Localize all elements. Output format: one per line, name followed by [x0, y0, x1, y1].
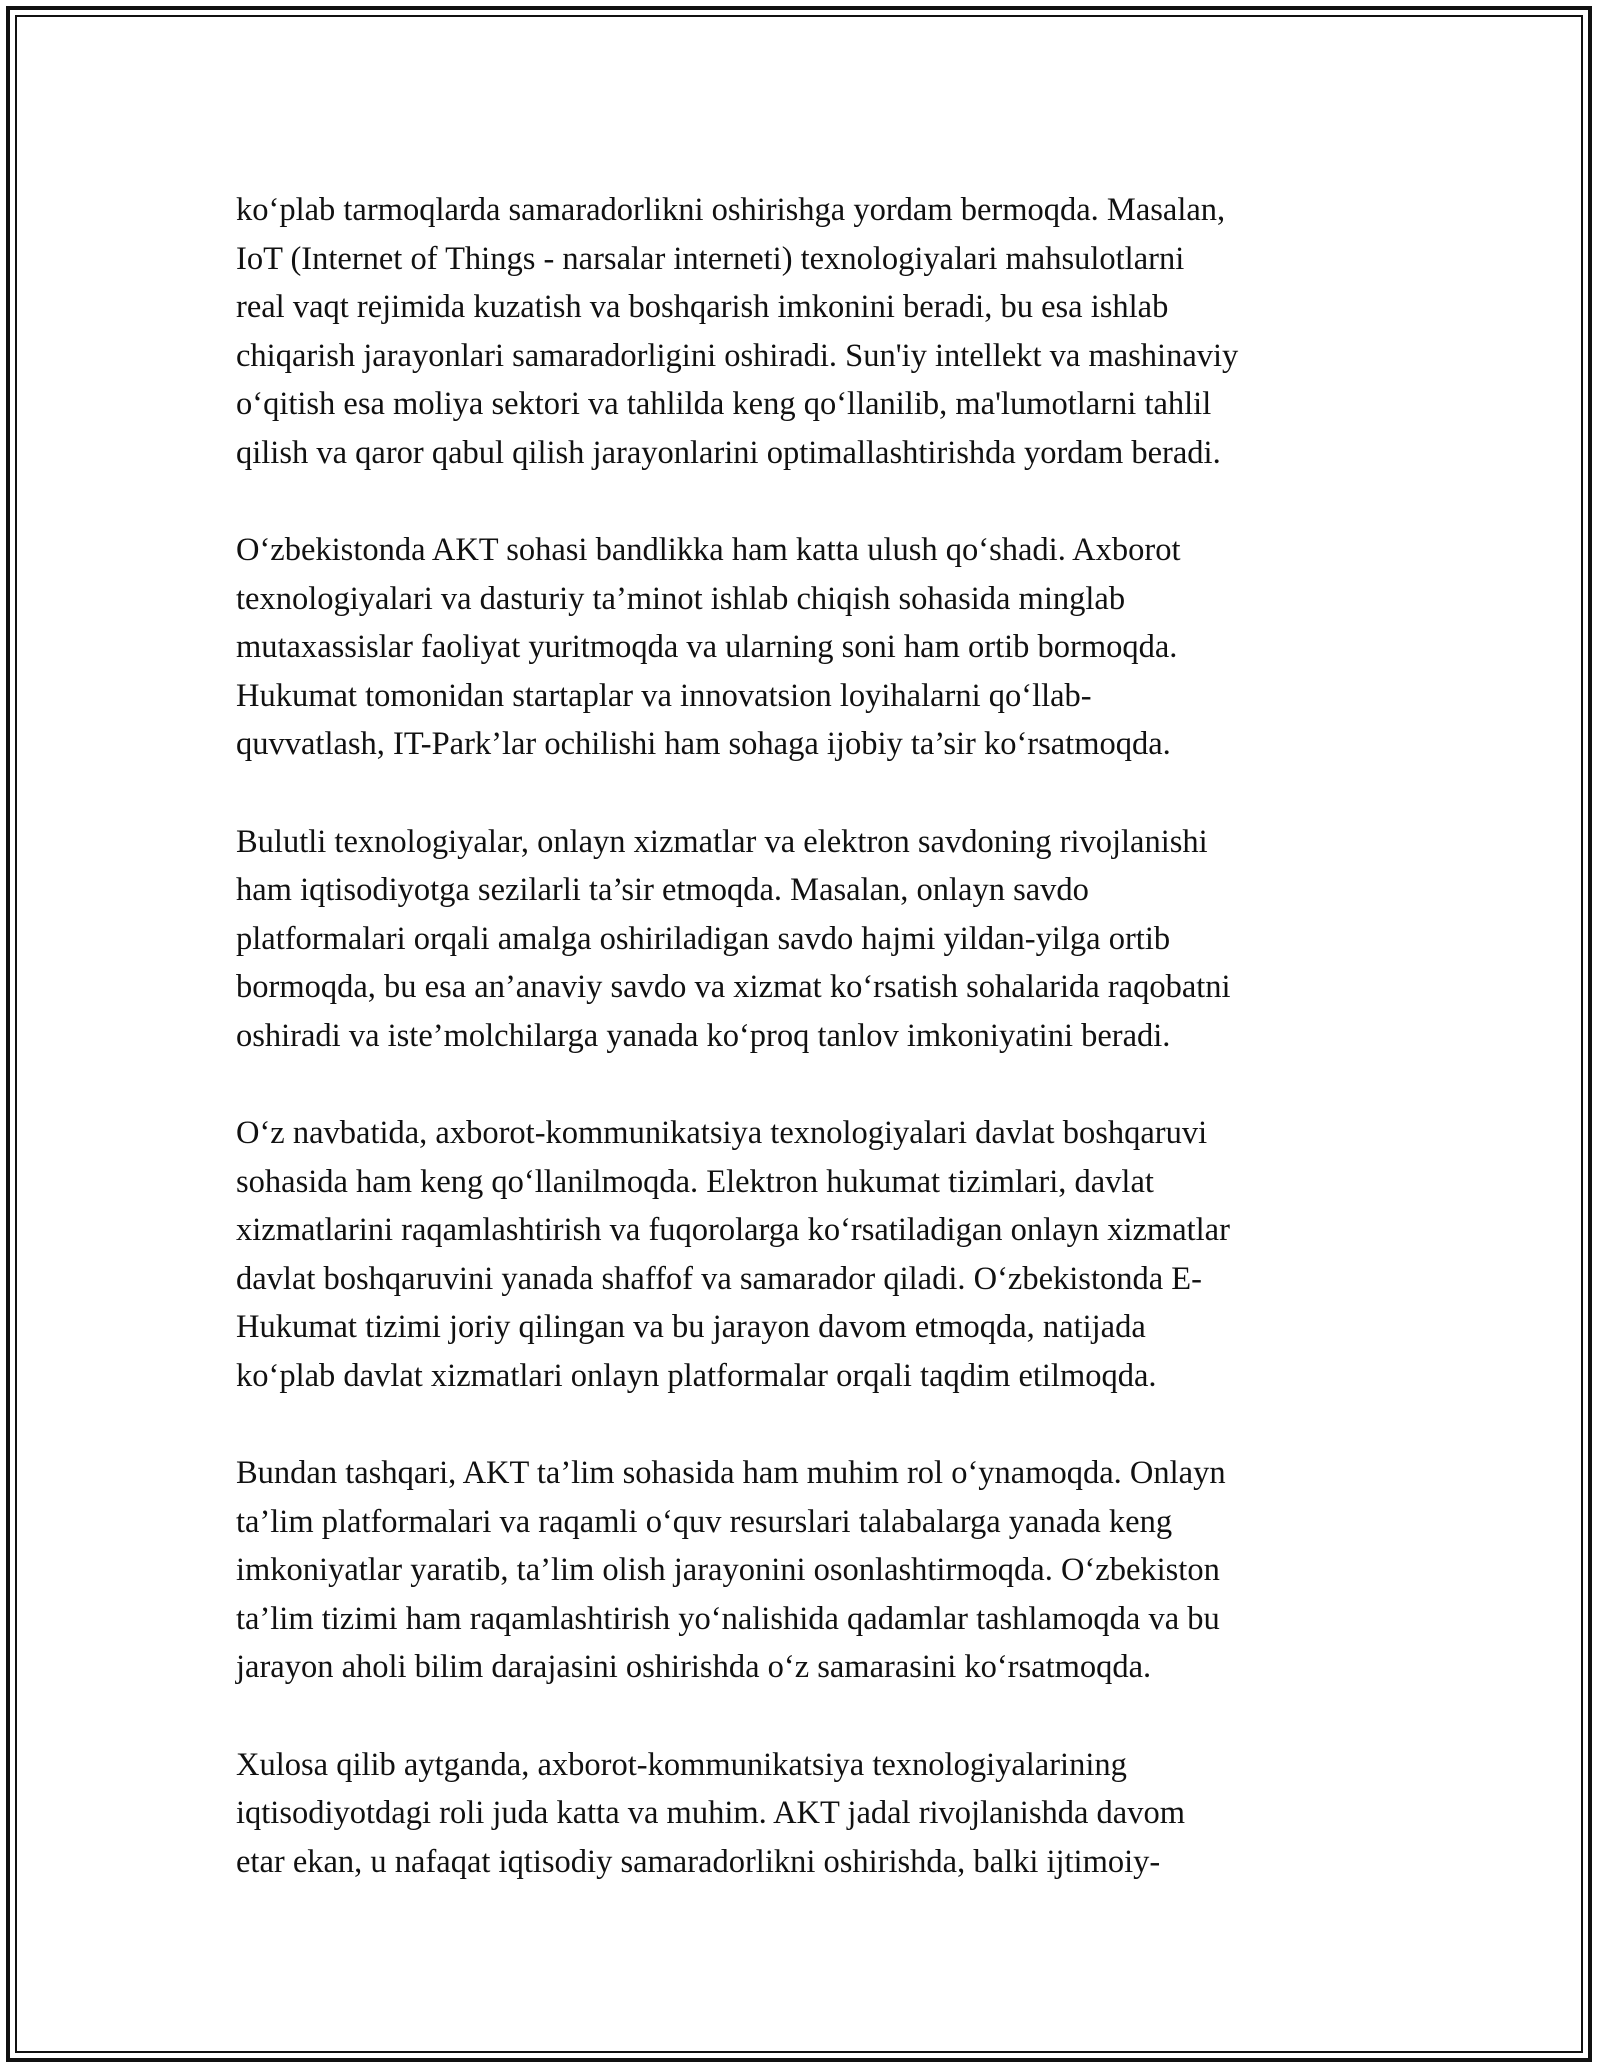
text-line: imkoniyatlar yaratib, ta’lim olish jarayonini osonlashtirmoqda. O‘zbekiston	[236, 1552, 1220, 1588]
text-line: O‘z navbatida, axborot-kommunikatsiya texnologiyalari davlat boshqaruvi	[236, 1115, 1208, 1151]
text-line: ham iqtisodiyotga sezilarli ta’sir etmoqda. Masalan, onlayn savdo	[236, 872, 1089, 908]
text-line: Bundan tashqari, AKT ta’lim sohasida ham muhim rol o‘ynamoqda. Onlayn	[236, 1455, 1226, 1491]
text-line: jarayon aholi bilim darajasini oshirishda o‘z samarasini ko‘rsatmoqda.	[236, 1649, 1152, 1685]
text-line: IoT (Internet of Things - narsalar interneti) texnologiyalari mahsulotlarni	[236, 240, 1185, 277]
text-line: xizmatlarini raqamlashtirish va fuqorolarga ko‘rsatiladigan onlayn xizmatlar	[236, 1212, 1230, 1248]
paragraph-5	[236, 1449, 1366, 1692]
text-line: o‘qitish esa moliya sektori va tahlilda keng qo‘llanilib, ma'lumotlarni tahlil	[236, 386, 1212, 422]
text-line: chiqarish jarayonlari samaradorligini oshiradi. Sun'iy intellekt va mashinaviy	[236, 337, 1239, 374]
paragraph-4	[236, 1109, 1366, 1400]
text-line: Xulosa qilib aytganda, axborot-kommunikatsiya texnologiyalarining	[236, 1746, 1127, 1783]
text-line: mutaxassislar faoliyat yuritmoqda va ularning soni ham ortib bormoqda.	[236, 629, 1178, 665]
text-line: bormoqda, bu esa an’anaviy savdo va xizmat ko‘rsatish sohalarida raqobatni	[236, 969, 1231, 1005]
text-line: Hukumat tizimi joriy qilingan va bu jarayon davom etmoqda, natijada	[236, 1309, 1146, 1345]
text-line: O‘zbekistonda AKT sohasi bandlikka ham katta ulush qo‘shadi. Axborot	[236, 532, 1181, 568]
text-line: platformalari orqali amalga oshiriladigan savdo hajmi yildan-yilga ortib	[236, 920, 1171, 957]
text-line: ko‘plab davlat xizmatlari onlayn platformalar orqali taqdim etilmoqda.	[236, 1357, 1157, 1394]
text-line: davlat boshqaruvini yanada shaffof va samarador qiladi. O‘zbekistonda E-	[236, 1260, 1202, 1297]
paragraph-6	[236, 1741, 1366, 1887]
text-line: Bulutli texnologiyalar, onlayn xizmatlar va elektron savdoning rivojlanishi	[236, 823, 1208, 860]
document-body	[236, 186, 1366, 1935]
text-line: ko‘plab tarmoqlarda samaradorlikni oshirishga yordam bermoqda. Masalan,	[236, 192, 1226, 228]
text-line: Hukumat tomonidan startaplar va innovatsion loyihalarni qo‘llab-	[236, 677, 1092, 714]
text-line: ta’lim tizimi ham raqamlashtirish yo‘nalishida qadamlar tashlamoqda va bu	[236, 1600, 1220, 1637]
text-line: iqtisodiyotdagi roli juda katta va muhim. AKT jadal rivojlanishda davom	[236, 1795, 1185, 1831]
text-line: qilish va qaror qabul qilish jarayonlarini optimallashtirishda yordam beradi.	[236, 434, 1221, 471]
text-line: ta’lim platformalari va raqamli o‘quv resurslari talabalarga yanada keng	[236, 1503, 1173, 1540]
text-line: quvvatlash, IT-Park’lar ochilishi ham sohaga ijobiy ta’sir ko‘rsatmoqda.	[236, 726, 1171, 762]
paragraph-1	[236, 186, 1366, 477]
text-line: texnologiyalari va dasturiy ta’minot ishlab chiqish sohasida minglab	[236, 580, 1126, 617]
paragraph-2	[236, 526, 1366, 769]
paragraph-3	[236, 818, 1366, 1061]
text-line: sohasida ham keng qo‘llanilmoqda. Elektron hukumat tizimlari, davlat	[236, 1163, 1154, 1200]
text-line: etar ekan, u nafaqat iqtisodiy samaradorlikni oshirishda, balki ijtimoiy-	[236, 1843, 1161, 1880]
text-line: oshiradi va iste’molchilarga yanada ko‘proq tanlov imkoniyatini beradi.	[236, 1017, 1171, 1054]
text-line: real vaqt rejimida kuzatish va boshqarish imkonini beradi, bu esa ishlab	[236, 289, 1169, 325]
